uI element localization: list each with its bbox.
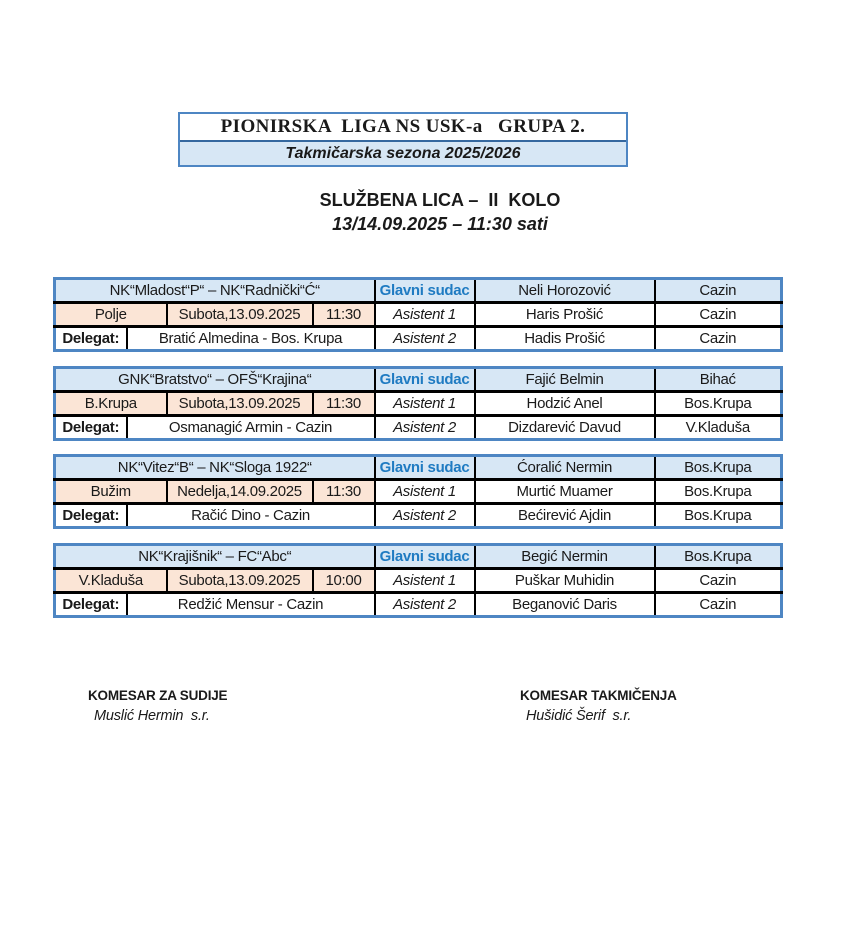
referee-city: Cazin	[655, 279, 782, 303]
table-row	[55, 303, 782, 327]
venue: Polje	[55, 303, 167, 327]
referee-name: Fajić Belmin	[475, 368, 655, 392]
league-header-box	[178, 112, 628, 167]
delegate-label: Delegat:	[55, 327, 127, 351]
season-subtitle: Takmičarska sezona 2025/2026	[180, 142, 626, 165]
table-row	[55, 327, 782, 351]
delegate-label: Delegat:	[55, 416, 127, 440]
table-row	[55, 368, 782, 392]
assistant2-name: Hadis Prošić	[475, 327, 655, 351]
assistant2-name: Bećirević Ajdin	[475, 504, 655, 528]
venue: B.Krupa	[55, 392, 167, 416]
table-row	[55, 456, 782, 480]
referee-name: Begić Nermin	[475, 545, 655, 569]
assistant2-city: Cazin	[655, 593, 782, 617]
table-row	[55, 416, 782, 440]
table-row	[55, 392, 782, 416]
venue: Bužim	[55, 480, 167, 504]
signature-name: Hušidić Šerif s.r.	[526, 708, 632, 724]
table-row	[55, 480, 782, 504]
assistant2-role-label: Asistent 2	[375, 416, 475, 440]
referee-role-label: Glavni sudac	[375, 456, 475, 480]
match-time: 10:00	[313, 569, 375, 593]
match-title: NK“Krajišnik“ – FC“Abc“	[55, 545, 375, 569]
assistant1-role-label: Asistent 1	[375, 569, 475, 593]
delegate-name: Redžić Mensur - Cazin	[127, 593, 375, 617]
referee-city: Bos.Krupa	[655, 545, 782, 569]
assistant1-name: Hodzić Anel	[475, 392, 655, 416]
match-title: NK“Vitez“B“ – NK“Sloga 1922“	[55, 456, 375, 480]
assistant1-name: Murtić Muamer	[475, 480, 655, 504]
assistant2-name: Dizdarević Davud	[475, 416, 655, 440]
match-title: GNK“Bratstvo“ – OFŠ“Krajina“	[55, 368, 375, 392]
assistant2-city: Bos.Krupa	[655, 504, 782, 528]
signature-title: KOMESAR TAKMIČENJA	[520, 688, 677, 703]
match-table-3	[53, 454, 783, 529]
match-date: Subota,13.09.2025	[167, 569, 313, 593]
assistant2-role-label: Asistent 2	[375, 327, 475, 351]
match-time: 11:30	[313, 303, 375, 327]
assistant1-name: Haris Prošić	[475, 303, 655, 327]
delegate-label: Delegat:	[55, 593, 127, 617]
table-row	[55, 593, 782, 617]
referee-name: Neli Horozović	[475, 279, 655, 303]
referee-city: Bos.Krupa	[655, 456, 782, 480]
delegate-label: Delegat:	[55, 504, 127, 528]
referee-role-label: Glavni sudac	[375, 279, 475, 303]
assistant1-role-label: Asistent 1	[375, 480, 475, 504]
delegate-name: Bratić Almedina - Bos. Krupa	[127, 327, 375, 351]
referee-name: Ćoralić Nermin	[475, 456, 655, 480]
referee-city: Bihać	[655, 368, 782, 392]
match-table-4	[53, 543, 783, 618]
table-row	[55, 545, 782, 569]
assistant2-role-label: Asistent 2	[375, 593, 475, 617]
signature-title: KOMESAR ZA SUDIJE	[88, 688, 228, 703]
match-date: Subota,13.09.2025	[167, 392, 313, 416]
match-time: 11:30	[313, 480, 375, 504]
assistant1-role-label: Asistent 1	[375, 303, 475, 327]
match-date: Nedelja,14.09.2025	[167, 480, 313, 504]
assistant1-city: Bos.Krupa	[655, 480, 782, 504]
assistant2-city: Cazin	[655, 327, 782, 351]
match-table-2	[53, 366, 783, 441]
delegate-name: Račić Dino - Cazin	[127, 504, 375, 528]
table-row	[55, 504, 782, 528]
table-row	[55, 569, 782, 593]
delegate-name: Osmanagić Armin - Cazin	[127, 416, 375, 440]
venue: V.Kladuša	[55, 569, 167, 593]
assistant1-city: Bos.Krupa	[655, 392, 782, 416]
signature-name: Muslić Hermin s.r.	[94, 708, 210, 724]
referee-role-label: Glavni sudac	[375, 545, 475, 569]
referee-role-label: Glavni sudac	[375, 368, 475, 392]
signature-block-competition-commissioner	[520, 688, 677, 724]
document-title-block	[0, 188, 858, 236]
assistant1-role-label: Asistent 1	[375, 392, 475, 416]
assistant2-role-label: Asistent 2	[375, 504, 475, 528]
round-date: 13/14.09.2025 – 11:30 sati	[332, 214, 548, 234]
round-title: SLUŽBENA LICA – II KOLO	[319, 190, 561, 210]
match-date: Subota,13.09.2025	[167, 303, 313, 327]
assistant1-city: Cazin	[655, 569, 782, 593]
assistant2-name: Beganović Daris	[475, 593, 655, 617]
match-title: NK“Mladost“P“ – NK“Radnički“Ć“	[55, 279, 375, 303]
assistant2-city: V.Kladuša	[655, 416, 782, 440]
table-row	[55, 279, 782, 303]
league-title: PIONIRSKA LIGA NS USK-a GRUPA 2.	[180, 114, 626, 142]
assistant1-name: Puškar Muhidin	[475, 569, 655, 593]
assistant1-city: Cazin	[655, 303, 782, 327]
match-table-1	[53, 277, 783, 352]
match-time: 11:30	[313, 392, 375, 416]
signature-block-referee-commissioner	[88, 688, 227, 724]
